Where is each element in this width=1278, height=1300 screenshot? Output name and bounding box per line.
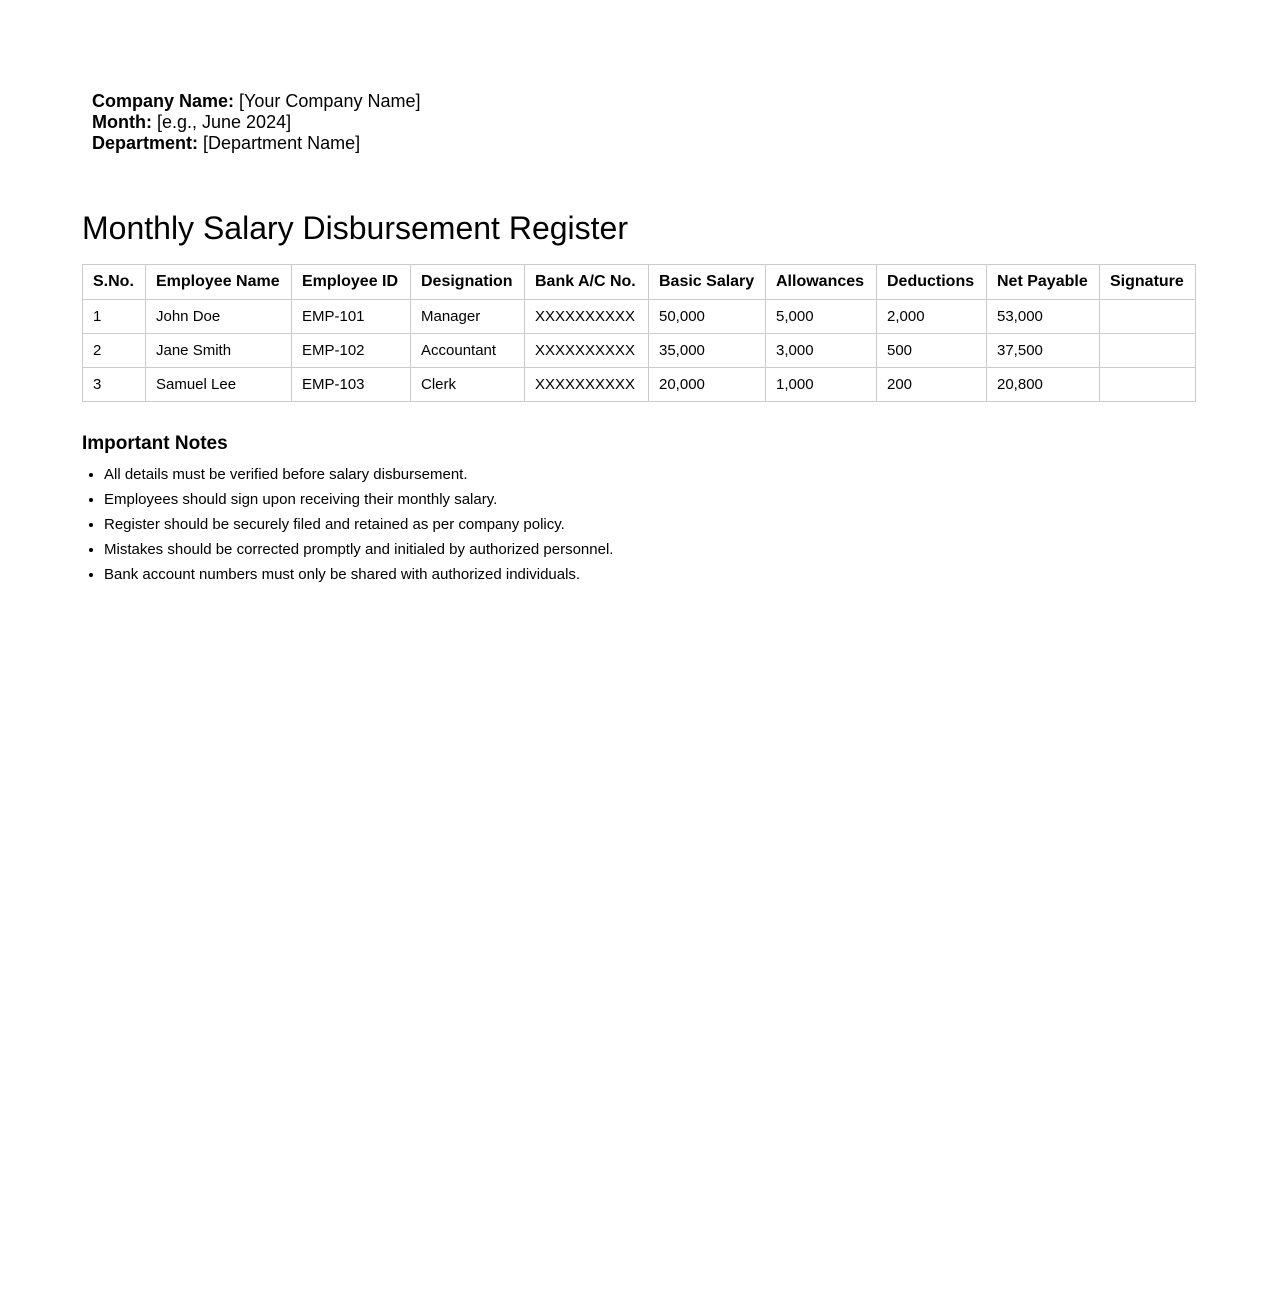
table-cell: XXXXXXXXXX — [525, 334, 649, 368]
table-row — [83, 334, 1196, 368]
column-header: Designation — [411, 265, 525, 300]
column-header: Employee Name — [146, 265, 292, 300]
signature-cell — [1100, 368, 1196, 402]
column-header: Basic Salary — [649, 265, 766, 300]
table-cell: 5,000 — [766, 300, 877, 334]
list-item: • Register should be securely filed and retained as per company policy. — [104, 512, 613, 537]
table-cell: 200 — [877, 368, 987, 402]
table-cell: 3,000 — [766, 334, 877, 368]
page-title: Monthly Salary Disbursement Register — [82, 210, 628, 246]
column-header: Allowances — [766, 265, 877, 300]
notes-list — [82, 462, 613, 587]
company-name-label: Company Name: — [92, 91, 235, 111]
table-cell: 1,000 — [766, 368, 877, 402]
table-cell: 3 — [83, 368, 146, 402]
salary-register-table — [82, 264, 1196, 402]
table-cell: Jane Smith — [146, 334, 292, 368]
column-header: Bank A/C No. — [525, 265, 649, 300]
department-label: Department: — [92, 133, 199, 153]
department-value: [Department Name] — [203, 133, 361, 153]
table-cell: Clerk — [411, 368, 525, 402]
list-item: • Mistakes should be corrected promptly and initialed by authorized personnel. — [104, 537, 613, 562]
column-header: Net Payable — [987, 265, 1100, 300]
table-cell: 1 — [83, 300, 146, 334]
table-cell: 53,000 — [987, 300, 1100, 334]
signature-cell — [1100, 334, 1196, 368]
table-cell: Manager — [411, 300, 525, 334]
table-cell: 20,800 — [987, 368, 1100, 402]
table-row — [83, 300, 1196, 334]
column-header: Employee ID — [292, 265, 411, 300]
document-meta — [92, 91, 420, 154]
month-line — [92, 112, 420, 133]
table-cell: 2,000 — [877, 300, 987, 334]
list-item: • All details must be verified before salary disbursement. — [104, 462, 613, 487]
company-name-line — [92, 91, 420, 112]
table-cell: EMP-101 — [292, 300, 411, 334]
table-header-row — [83, 265, 1196, 300]
month-label: Month: — [92, 112, 152, 132]
column-header: Deductions — [877, 265, 987, 300]
signature-cell — [1100, 300, 1196, 334]
department-line — [92, 133, 420, 154]
column-header: Signature — [1100, 265, 1196, 300]
table-cell: 20,000 — [649, 368, 766, 402]
list-item: • Employees should sign upon receiving their monthly salary. — [104, 487, 613, 512]
table-cell: 2 — [83, 334, 146, 368]
table-cell: EMP-103 — [292, 368, 411, 402]
table-cell: Accountant — [411, 334, 525, 368]
table-cell: EMP-102 — [292, 334, 411, 368]
table-cell: 50,000 — [649, 300, 766, 334]
month-value: [e.g., June 2024] — [156, 112, 292, 132]
column-header: S.No. — [83, 265, 146, 300]
table-cell: 37,500 — [987, 334, 1100, 368]
company-name-value: [Your Company Name] — [239, 91, 421, 111]
table-cell: XXXXXXXXXX — [525, 300, 649, 334]
table-cell: John Doe — [146, 300, 292, 334]
table-cell: 500 — [877, 334, 987, 368]
notes-heading: Important Notes — [82, 433, 228, 454]
table-cell: XXXXXXXXXX — [525, 368, 649, 402]
table-cell: Samuel Lee — [146, 368, 292, 402]
list-item: • Bank account numbers must only be shared with authorized individuals. — [104, 562, 613, 587]
table-row — [83, 368, 1196, 402]
table-cell: 35,000 — [649, 334, 766, 368]
